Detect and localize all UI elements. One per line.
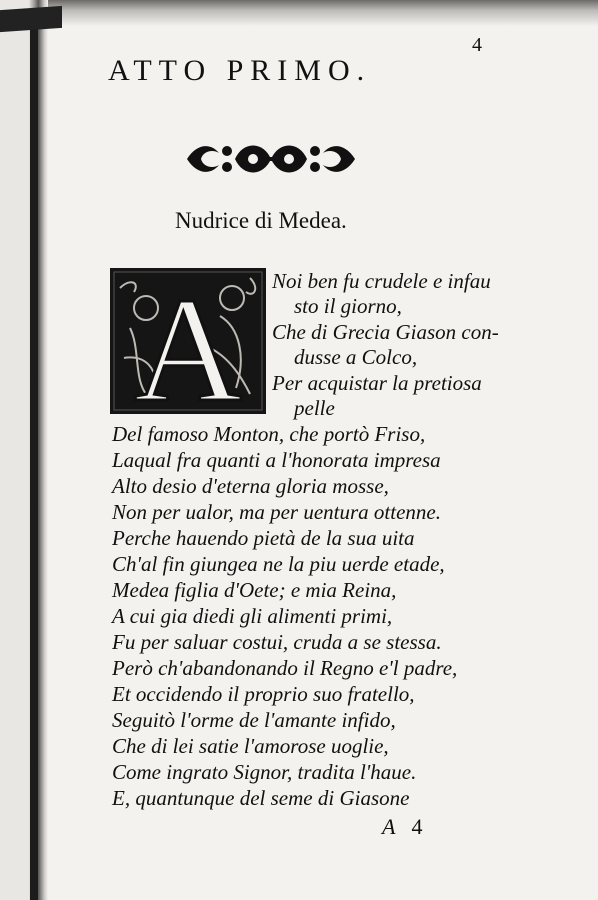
verse-line: Del famoso Monton, che portò Friso, [112,422,426,446]
fleuron-ornament-icon [183,137,359,181]
verse-line: A cui gia diedi gli alimenti primi, [112,604,393,628]
verse-line: E, quantunque del seme di Giasone [112,786,410,810]
signature-letter: A [382,814,396,839]
initial-letter: A [133,268,243,414]
verse-line: Che di Grecia Giason con- [272,320,499,344]
verse-line: Noi ben fu crudele e infau [272,269,491,293]
signature-mark [382,814,422,840]
running-head: ATTO PRIMO. [108,54,372,87]
verse-line: Non per ualor, ma per uentura ottenne. [112,500,441,524]
page-top-shadow [0,0,598,26]
binding-edge [30,18,38,900]
book-spine [0,0,48,900]
verse-line: Seguitò l'orme de l'amante infido, [112,708,396,732]
verse-line: Fu per saluar costui, cruda a se stessa. [112,630,442,654]
decorated-initial [110,268,266,414]
verse-line: Per acquistar la pretiosa [272,371,482,395]
page-number: 4 [472,34,482,56]
verse-line: pelle [294,396,335,420]
speaker-heading: Nudrice di Medea. [175,208,347,233]
verse-line: Ch'al fin giungea ne la piu uerde etade, [112,552,445,576]
verse-line: Che di lei satie l'amorose uoglie, [112,734,389,758]
verse-line: Perche hauendo pietà de la sua uita [112,526,415,550]
verse-line: Però ch'abandonando il Regno e'l padre, [112,656,458,680]
verse-line: Come ingrato Signor, tradita l'haue. [112,760,417,784]
verse-line: Medea figlia d'Oete; e mia Reina, [112,578,397,602]
verse-line: dusse a Colco, [294,345,418,369]
verse-line: Alto desio d'eterna gloria mosse, [112,474,389,498]
binding-tab [0,6,62,32]
verse-line: sto il giorno, [294,294,402,318]
verse-line: Et occidendo il proprio suo fratello, [112,682,415,706]
verse-line: Laqual fra quanti a l'honorata impresa [112,448,441,472]
signature-number: 4 [411,814,423,839]
